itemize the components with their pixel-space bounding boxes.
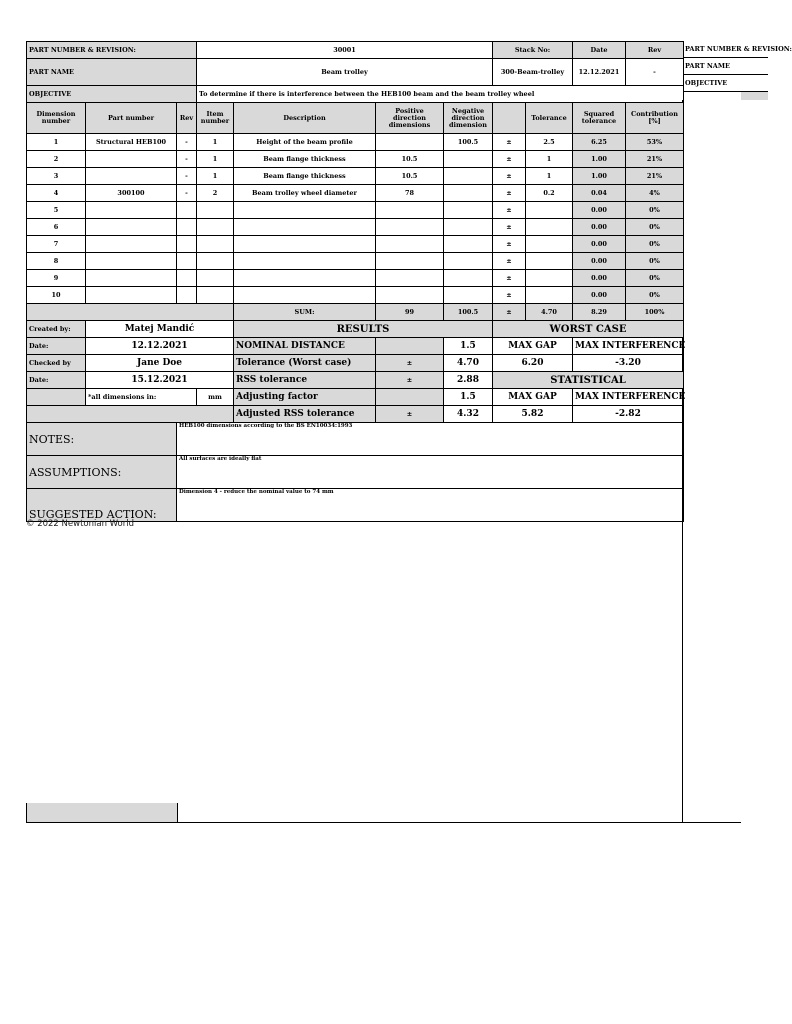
notes-label: NOTES: bbox=[27, 423, 177, 456]
cell-part-number[interactable] bbox=[86, 287, 177, 304]
cell-dimension-number[interactable]: 3 bbox=[27, 168, 86, 185]
col-squared-tolerance: Squared tolerance bbox=[573, 103, 626, 134]
worst-max-interference-label: MAX INTERFERENCE bbox=[573, 338, 684, 355]
cell-item-number[interactable]: 1 bbox=[197, 134, 234, 151]
worst-case-title: WORST CASE bbox=[493, 321, 684, 338]
spreadsheet bbox=[26, 41, 741, 521]
cell-dimension-number[interactable]: 6 bbox=[27, 219, 86, 236]
date-label: Date bbox=[573, 42, 626, 59]
cell-part-number[interactable] bbox=[86, 236, 177, 253]
adjusted-rss-label: Adjusted RSS tolerance bbox=[234, 406, 376, 423]
stack-no-value[interactable]: 300-Beam-trolley bbox=[493, 59, 573, 86]
results-title: RESULTS bbox=[234, 321, 493, 338]
cell-tolerance[interactable] bbox=[526, 219, 573, 236]
cell-squared-tolerance: 0.00 bbox=[573, 270, 626, 287]
cell-squared-tolerance: 0.00 bbox=[573, 236, 626, 253]
cell-contribution: 21% bbox=[626, 168, 684, 185]
nominal-label: NOMINAL DISTANCE bbox=[234, 338, 376, 355]
copyright: © 2022 Newtonian World bbox=[26, 519, 135, 529]
cell-item-number[interactable] bbox=[197, 202, 234, 219]
col-contribution: Contribution [%] bbox=[626, 103, 684, 134]
cell-part-number[interactable] bbox=[86, 151, 177, 168]
cell-description[interactable]: Beam flange thickness bbox=[234, 151, 376, 168]
worst-tolerance-pm: ± bbox=[376, 355, 444, 372]
cell-rev[interactable]: - bbox=[177, 134, 197, 151]
cell-description[interactable] bbox=[234, 253, 376, 270]
cell-rev[interactable]: - bbox=[177, 168, 197, 185]
stack-no-label: Stack No: bbox=[493, 42, 573, 59]
adjusted-rss-value: 4.32 bbox=[444, 406, 493, 423]
cell-contribution: 21% bbox=[626, 151, 684, 168]
table-row bbox=[27, 219, 684, 236]
adjusting-factor-spacer bbox=[376, 389, 444, 406]
stat-max-interference-value: -2.82 bbox=[573, 406, 684, 423]
cell-negative[interactable] bbox=[444, 185, 493, 202]
cell-description[interactable] bbox=[234, 202, 376, 219]
cell-part-number[interactable] bbox=[86, 270, 177, 287]
cell-dimension-number[interactable]: 5 bbox=[27, 202, 86, 219]
cell-rev[interactable]: - bbox=[177, 185, 197, 202]
created-by-label: Created by: bbox=[27, 321, 86, 338]
cell-part-number[interactable]: Structural HEB100 bbox=[86, 134, 177, 151]
statistical-title: STATISTICAL bbox=[493, 372, 684, 389]
cell-contribution: 0% bbox=[626, 253, 684, 270]
table-row bbox=[27, 185, 684, 202]
stat-max-gap-value: 5.82 bbox=[493, 406, 573, 423]
rss-value: 2.88 bbox=[444, 372, 493, 389]
cell-contribution: 0% bbox=[626, 236, 684, 253]
col-pm bbox=[493, 103, 526, 134]
cell-pm: ± bbox=[493, 151, 526, 168]
cell-squared-tolerance: 0.04 bbox=[573, 185, 626, 202]
cell-rev[interactable] bbox=[177, 202, 197, 219]
cell-tolerance[interactable]: 1 bbox=[526, 168, 573, 185]
cell-negative[interactable] bbox=[444, 270, 493, 287]
sum-spacer bbox=[27, 304, 234, 321]
col-rev: Rev bbox=[177, 103, 197, 134]
cell-positive[interactable] bbox=[376, 270, 444, 287]
cell-negative[interactable] bbox=[444, 168, 493, 185]
cell-tolerance[interactable] bbox=[526, 253, 573, 270]
cell-dimension-number[interactable]: 7 bbox=[27, 236, 86, 253]
cell-item-number[interactable] bbox=[197, 270, 234, 287]
table-row bbox=[27, 253, 684, 270]
cell-description[interactable] bbox=[234, 287, 376, 304]
suggested-action-label-tail bbox=[26, 803, 178, 823]
cell-tolerance[interactable] bbox=[526, 236, 573, 253]
cell-positive[interactable]: 78 bbox=[376, 185, 444, 202]
notes-text[interactable]: HEB100 dimensions according to the BS EN10034:1993 bbox=[177, 423, 684, 456]
cell-negative[interactable] bbox=[444, 151, 493, 168]
table-row bbox=[27, 202, 684, 219]
sum-positive: 99 bbox=[376, 304, 444, 321]
suggested-action-text[interactable]: Dimension 4 - reduce the nominal value to 74 mm bbox=[177, 489, 684, 522]
date-value[interactable]: 12.12.2021 bbox=[573, 59, 626, 86]
date2-value[interactable]: 15.12.2021 bbox=[86, 372, 234, 389]
cell-rev[interactable] bbox=[177, 253, 197, 270]
date1-label: Date: bbox=[27, 338, 86, 355]
cell-pm: ± bbox=[493, 287, 526, 304]
cell-squared-tolerance: 0.00 bbox=[573, 253, 626, 270]
units-label: *all dimensions in: bbox=[86, 389, 197, 406]
cell-squared-tolerance: 1.00 bbox=[573, 151, 626, 168]
worst-max-gap-value: 6.20 bbox=[493, 355, 573, 372]
cell-squared-tolerance: 0.00 bbox=[573, 219, 626, 236]
cell-description[interactable] bbox=[234, 270, 376, 287]
cell-positive[interactable] bbox=[376, 219, 444, 236]
cell-item-number[interactable] bbox=[197, 219, 234, 236]
cell-rev[interactable] bbox=[177, 270, 197, 287]
adjusting-factor-label: Adjusting factor bbox=[234, 389, 376, 406]
cell-tolerance[interactable] bbox=[526, 202, 573, 219]
cell-rev[interactable]: - bbox=[177, 151, 197, 168]
table-row bbox=[27, 287, 684, 304]
col-tolerance: Tolerance bbox=[526, 103, 573, 134]
worst-max-gap-label: MAX GAP bbox=[493, 338, 573, 355]
cell-dimension-number[interactable]: 9 bbox=[27, 270, 86, 287]
sum-tolerance: 4.70 bbox=[526, 304, 573, 321]
cell-part-number[interactable] bbox=[86, 168, 177, 185]
cell-squared-tolerance: 0.00 bbox=[573, 287, 626, 304]
cell-negative[interactable] bbox=[444, 253, 493, 270]
units-spacer bbox=[27, 389, 86, 406]
cell-positive[interactable]: 10.5 bbox=[376, 151, 444, 168]
cell-negative[interactable]: 100.5 bbox=[444, 134, 493, 151]
stat-max-interference-label: MAX INTERFERENCE bbox=[573, 389, 684, 406]
created-by-value[interactable]: Matej Mandić bbox=[86, 321, 234, 338]
cell-contribution: 0% bbox=[626, 270, 684, 287]
cell-rev[interactable] bbox=[177, 219, 197, 236]
cell-description[interactable] bbox=[234, 236, 376, 253]
objective-label: OBJECTIVE bbox=[27, 86, 197, 103]
part-name-value[interactable]: Beam trolley bbox=[197, 59, 493, 86]
side-part-name-label: PART NAME bbox=[683, 58, 768, 75]
cell-part-number[interactable]: 300100 bbox=[86, 185, 177, 202]
cell-tolerance[interactable] bbox=[526, 287, 573, 304]
checked-by-value[interactable]: Jane Doe bbox=[86, 355, 234, 372]
side-part-number-label: PART NUMBER & REVISION: bbox=[683, 41, 768, 58]
table-row bbox=[27, 134, 684, 151]
cell-description[interactable]: Beam trolley wheel diameter bbox=[234, 185, 376, 202]
col-dimension-number: Dimension number bbox=[27, 103, 86, 134]
cell-contribution: 53% bbox=[626, 134, 684, 151]
col-positive: Positive direction dimensions bbox=[376, 103, 444, 134]
table-row bbox=[27, 270, 684, 287]
cell-item-number[interactable]: 2 bbox=[197, 185, 234, 202]
cell-description[interactable]: Beam flange thickness bbox=[234, 168, 376, 185]
cell-rev[interactable] bbox=[177, 287, 197, 304]
sum-squared: 8.29 bbox=[573, 304, 626, 321]
adj-rss-spacer bbox=[27, 406, 234, 423]
cell-part-number[interactable] bbox=[86, 219, 177, 236]
col-part-number: Part number bbox=[86, 103, 177, 134]
cell-contribution: 0% bbox=[626, 287, 684, 304]
units-value[interactable]: mm bbox=[197, 389, 234, 406]
cell-item-number[interactable] bbox=[197, 287, 234, 304]
cell-contribution: 0% bbox=[626, 202, 684, 219]
suggested-action-continuation bbox=[26, 803, 741, 822]
adjusted-rss-pm: ± bbox=[376, 406, 444, 423]
rss-label: RSS tolerance bbox=[234, 372, 376, 389]
worst-max-interference-value: -3.20 bbox=[573, 355, 684, 372]
col-item-number: Item number bbox=[197, 103, 234, 134]
cell-dimension-number[interactable]: 10 bbox=[27, 287, 86, 304]
cell-tolerance[interactable] bbox=[526, 270, 573, 287]
cell-part-number[interactable] bbox=[86, 253, 177, 270]
cell-positive[interactable] bbox=[376, 287, 444, 304]
cell-dimension-number[interactable]: 4 bbox=[27, 185, 86, 202]
assumptions-text[interactable]: All surfaces are ideally flat bbox=[177, 456, 684, 489]
stat-max-gap-label: MAX GAP bbox=[493, 389, 573, 406]
nominal-value: 1.5 bbox=[444, 338, 493, 355]
date2-label: Date: bbox=[27, 372, 86, 389]
cell-item-number[interactable] bbox=[197, 253, 234, 270]
suggested-action-text-tail bbox=[177, 803, 741, 823]
cell-description[interactable] bbox=[234, 219, 376, 236]
cell-positive[interactable]: 10.5 bbox=[376, 168, 444, 185]
worst-tolerance-label: Tolerance (Worst case) bbox=[234, 355, 376, 372]
cell-negative[interactable] bbox=[444, 236, 493, 253]
sum-negative: 100.5 bbox=[444, 304, 493, 321]
rev-value[interactable]: - bbox=[626, 59, 684, 86]
sum-contribution: 100% bbox=[626, 304, 684, 321]
cell-positive[interactable] bbox=[376, 253, 444, 270]
assumptions-label: ASSUMPTIONS: bbox=[27, 456, 177, 489]
tolerance-table bbox=[26, 41, 684, 522]
part-number-value[interactable]: 30001 bbox=[197, 42, 493, 59]
suggested-action-label: SUGGESTED ACTION: bbox=[27, 489, 177, 522]
cell-pm: ± bbox=[493, 202, 526, 219]
cell-squared-tolerance: 6.25 bbox=[573, 134, 626, 151]
cell-item-number[interactable]: 1 bbox=[197, 168, 234, 185]
sum-pm: ± bbox=[493, 304, 526, 321]
cell-tolerance[interactable]: 1 bbox=[526, 151, 573, 168]
cell-positive[interactable] bbox=[376, 134, 444, 151]
objective-value[interactable]: To determine if there is interference between the HEB100 beam and the beam trolley wheel bbox=[197, 86, 684, 103]
col-negative: Negative direction dimension bbox=[444, 103, 493, 134]
cell-description[interactable]: Height of the beam profile bbox=[234, 134, 376, 151]
cell-pm: ± bbox=[493, 219, 526, 236]
table-row bbox=[27, 151, 684, 168]
cell-dimension-number[interactable]: 8 bbox=[27, 253, 86, 270]
cell-contribution: 0% bbox=[626, 219, 684, 236]
cell-negative[interactable] bbox=[444, 219, 493, 236]
part-name-label: PART NAME bbox=[27, 59, 197, 86]
cell-rev[interactable] bbox=[177, 236, 197, 253]
cell-negative[interactable] bbox=[444, 287, 493, 304]
rss-pm: ± bbox=[376, 372, 444, 389]
cell-item-number[interactable] bbox=[197, 236, 234, 253]
cell-positive[interactable] bbox=[376, 236, 444, 253]
cell-negative[interactable] bbox=[444, 202, 493, 219]
cell-positive[interactable] bbox=[376, 202, 444, 219]
date1-value[interactable]: 12.12.2021 bbox=[86, 338, 234, 355]
adjusting-factor-value[interactable]: 1.5 bbox=[444, 389, 493, 406]
cell-pm: ± bbox=[493, 185, 526, 202]
cell-pm: ± bbox=[493, 236, 526, 253]
cell-pm: ± bbox=[493, 168, 526, 185]
worst-tolerance-value: 4.70 bbox=[444, 355, 493, 372]
col-description: Description bbox=[234, 103, 376, 134]
part-number-label: PART NUMBER & REVISION: bbox=[27, 42, 197, 59]
cell-part-number[interactable] bbox=[86, 202, 177, 219]
cell-pm: ± bbox=[493, 134, 526, 151]
checked-by-label: Checked by bbox=[27, 355, 86, 372]
cell-pm: ± bbox=[493, 253, 526, 270]
cell-item-number[interactable]: 1 bbox=[197, 151, 234, 168]
nominal-spacer bbox=[376, 338, 444, 355]
cell-dimension-number[interactable]: 2 bbox=[27, 151, 86, 168]
cell-dimension-number[interactable]: 1 bbox=[27, 134, 86, 151]
cell-contribution: 4% bbox=[626, 185, 684, 202]
cell-tolerance[interactable]: 0.2 bbox=[526, 185, 573, 202]
table-row bbox=[27, 236, 684, 253]
side-objective-label: OBJECTIVE bbox=[683, 75, 768, 92]
table-row bbox=[27, 168, 684, 185]
sum-label: SUM: bbox=[234, 304, 376, 321]
rev-label: Rev bbox=[626, 42, 684, 59]
cell-pm: ± bbox=[493, 270, 526, 287]
cell-squared-tolerance: 0.00 bbox=[573, 202, 626, 219]
cell-squared-tolerance: 1.00 bbox=[573, 168, 626, 185]
cell-tolerance[interactable]: 2.5 bbox=[526, 134, 573, 151]
